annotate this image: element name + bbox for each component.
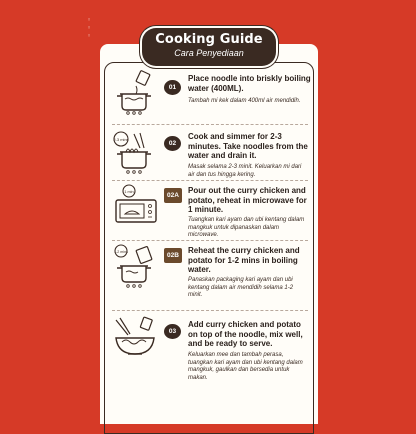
step-instruction-ms: Tuangkan kari ayam dan ubi kentang dalam mangkuk untuk dipanaskan dalam microwave. [188, 217, 305, 238]
header-banner [142, 28, 276, 66]
step-badge: 01 [164, 80, 181, 95]
pot-with-timer-icon [112, 130, 158, 176]
step-badge: 03 [164, 324, 181, 339]
pot-with-noodles-icon [112, 70, 158, 116]
step-instruction-ms: Tambah mi kek dalam 400ml air mendidih. [188, 98, 301, 104]
microwave-icon [112, 184, 158, 230]
step-instruction-en: Add curry chicken and potato on top of the noodle, mix well, and be ready to serve. [188, 320, 303, 348]
step-divider [112, 240, 308, 241]
timer-label: 1-2 mins [114, 250, 128, 254]
step-divider [112, 180, 308, 181]
step-instruction-en: Cook and simmer for 2-3 minutes. Take noodles from the water and drain it. [188, 132, 308, 160]
step-badge: 02 [164, 136, 181, 151]
step-instruction-ms: Keluarkan mee dan tambah perasa, tuangkan kari ayam dan ubi kentang dalam mangkuk, gaulkan dan bersedia untuk makan. [188, 352, 303, 381]
page-title: Cooking Guide [155, 32, 263, 47]
bowl-with-chopsticks-icon [112, 316, 158, 362]
timer-label: 2-3 mins [113, 137, 129, 142]
corner-registration-mark: ◦ ◦ ◦ [87, 16, 92, 40]
timer-label: 1 min [124, 190, 134, 194]
step-instruction-en: Pour out the curry chicken and potato, reheat in microwave for 1 minute. [188, 186, 307, 214]
step-instruction-ms: Panaskan packaging kari ayam dan ubi kentang dalam air mendidih selama 1-2 minit. [188, 277, 294, 298]
page-subtitle: Cara Penyediaan [174, 48, 244, 58]
step-badge: 02A [164, 188, 182, 203]
step-instruction-ms: Masak selama 2-3 minit. Keluarkan mi dari air dan tus hingga kering. [188, 164, 302, 178]
step-divider [112, 310, 308, 311]
step-instruction-en: Place noodle into briskly boiling water (400ML). [188, 74, 311, 93]
step-instruction-en: Reheat the curry chicken and potato for 1-2 mins in boiling water. [188, 246, 300, 274]
step-badge: 02B [164, 248, 182, 263]
pot-with-pouch-icon [112, 244, 158, 290]
step-divider [112, 124, 308, 125]
